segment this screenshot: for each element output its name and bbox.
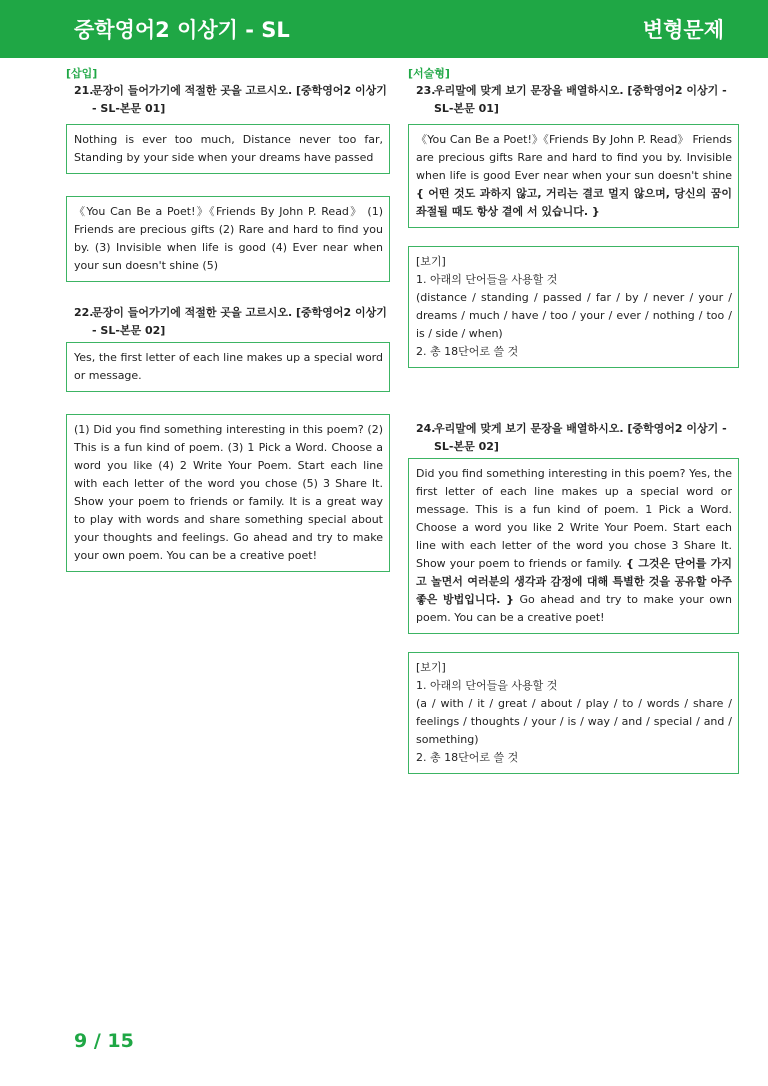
choices-title: [보기] xyxy=(416,255,446,268)
given-sentence-box xyxy=(66,124,390,174)
category-label: [삽입] xyxy=(66,67,98,80)
passage-text: Did you find something interesting in this poem? Yes, the first letter of each line makes up a special word or message. This is a fun kind of poem. 1 Pick a Word. Choose a word you like 2 Write Your Poem. Start each line with each letter of the word you chose 3 Share It. Show your poem to friends or family. xyxy=(416,467,732,570)
right-column xyxy=(408,66,739,774)
question-number: 22. xyxy=(74,306,94,319)
passage-text: (1) Did you find something interesting in this poem? (2) This is a fun kind of poem. (3) 1 Pick a Word. Choose a word you like (4) 2 Write Your Poem. Start each line with each letter of the word you chose (5) 3 Share It. Show your poem to friends or family. It is a great way to play with words and share something special about your thoughts and feelings. Go ahead and try to make your own poem. You can be a creative poet! xyxy=(74,423,383,562)
question-number: 24. xyxy=(416,422,436,435)
question-22 xyxy=(66,304,390,340)
question-text: 문장이 들어가기에 적절한 곳을 고르시오. [중학영어2 이상기 - SL-본문 02] xyxy=(92,306,387,337)
passage-tail: Go ahead and try to make your own poem. You can be a creative poet! xyxy=(416,593,732,624)
choices-words: (a / with / it / great / about / play / to / words / share / feelings / thoughts / your / is / way / and / special / and / something) xyxy=(416,697,732,746)
passage-text: 《You Can Be a Poet!》《Friends By John P. Read》 (1) Friends are precious gifts (2) Rare and hard to find you by. (3) Invisible when life is good (4) Ever near when your sun doesn't shine (5) xyxy=(74,205,383,272)
page-header xyxy=(0,0,768,58)
choices-words: (distance / standing / passed / far / by / never / your / dreams / much / have / too / your / ever / nothing / too / is / side / when) xyxy=(416,291,732,340)
passage-box xyxy=(66,196,390,282)
header-title: 중학영어2 이상기 - SL xyxy=(74,18,290,42)
choices-instruction-2: 2. 총 18단어로 쓸 것 xyxy=(416,751,519,764)
passage-box xyxy=(66,414,390,572)
left-column xyxy=(66,66,390,572)
given-sentence: Nothing is ever too much, Distance never too far, Standing by your side when your dreams have passed xyxy=(74,133,383,164)
korean-prompt: { 그것은 단어를 가지고 놀면서 여러분의 생각과 감정에 대해 특별한 것을 공유할 아주 좋은 방법입니다. } xyxy=(416,557,732,606)
question-number: 21. xyxy=(74,84,94,97)
header-right-label: 변형문제 xyxy=(642,18,724,42)
question-23 xyxy=(408,82,739,118)
choices-instruction-1: 1. 아래의 단어들을 사용할 것 xyxy=(416,679,558,692)
choices-instruction-1: 1. 아래의 단어들을 사용할 것 xyxy=(416,273,558,286)
passage-box xyxy=(408,458,739,634)
category-label: [서술형] xyxy=(408,67,450,80)
passage-text: 《You Can Be a Poet!》《Friends By John P. Read》 Friends are precious gifts Rare and hard to find you by. Invisible when life is good Ever near when your sun doesn't shine xyxy=(416,133,732,182)
question-21 xyxy=(66,82,390,118)
given-sentence-box xyxy=(66,342,390,392)
question-text: 우리말에 맞게 보기 문장을 배열하시오. [중학영어2 이상기 - SL-본문 02] xyxy=(434,422,727,453)
question-number: 23. xyxy=(416,84,436,97)
passage-box xyxy=(408,124,739,228)
choices-title: [보기] xyxy=(416,661,446,674)
given-sentence: Yes, the first letter of each line makes up a special word or message. xyxy=(74,351,383,382)
question-text: 문장이 들어가기에 적절한 곳을 고르시오. [중학영어2 이상기 - SL-본문 01] xyxy=(92,84,387,115)
question-text: 우리말에 맞게 보기 문장을 배열하시오. [중학영어2 이상기 - SL-본문 01] xyxy=(434,84,727,115)
choices-instruction-2: 2. 총 18단어로 쓸 것 xyxy=(416,345,519,358)
question-24 xyxy=(408,420,739,456)
korean-prompt: { 어떤 것도 과하지 않고, 거리는 결코 멀지 않으며, 당신의 꿈이 좌절될 때도 항상 곁에 서 있습니다. } xyxy=(416,187,732,218)
choices-box xyxy=(408,246,739,368)
page-number: 9 / 15 xyxy=(74,1030,134,1052)
choices-box xyxy=(408,652,739,774)
